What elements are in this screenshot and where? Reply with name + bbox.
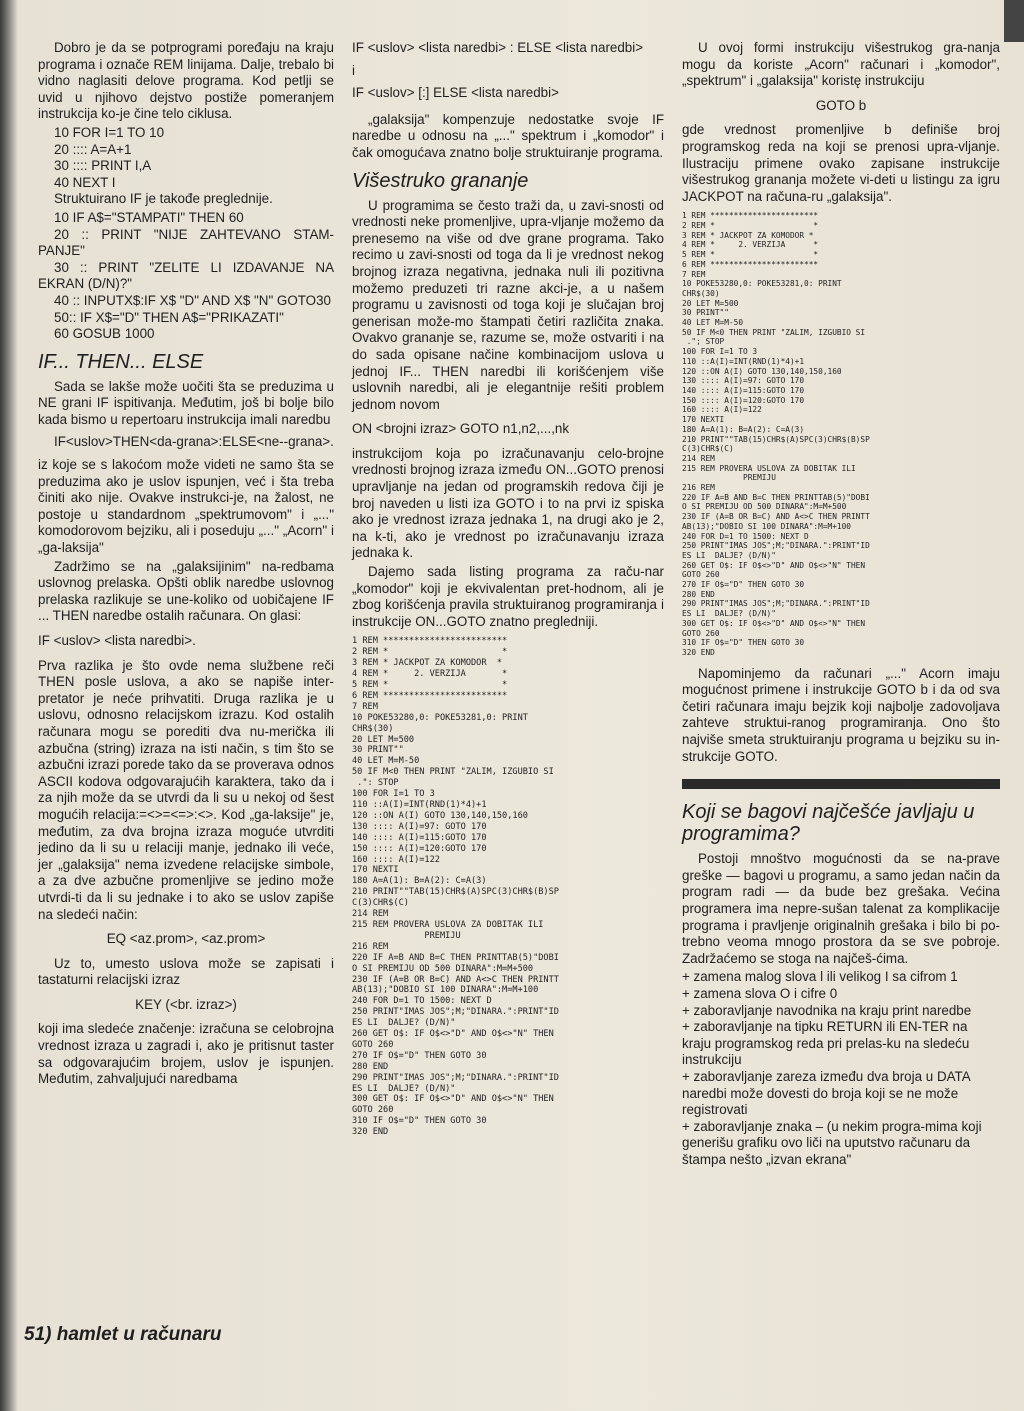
- column-2: [352, 40, 664, 1146]
- section-heading: Koji se bagovi najčešće javljaju u programima?: [682, 801, 975, 846]
- code-line: 10 IF A$="STAMPATI" THEN 60: [54, 209, 244, 225]
- syntax-line: KEY (<br. izraz>): [135, 996, 237, 1012]
- listing-line: 100 FOR I=1 TO 3: [682, 347, 758, 357]
- listing-line: 250 PRINT"IMAS JOS";M;"DINARA.":PRINT"ID: [352, 1007, 559, 1018]
- listing-line: 130 :::: A(I)=97: GOTO 170: [682, 376, 805, 386]
- syntax-line: EQ <az.prom>, <az.prom>: [106, 931, 266, 947]
- listing-line: 40 LET M=M-50: [352, 756, 420, 767]
- listing-line: 150 :::: A(I)=120:GOTO 170: [682, 395, 805, 405]
- listing-line: 140 :::: A(I)=115:GOTO 170: [352, 832, 487, 843]
- listing-line: 5 REM * *: [352, 680, 508, 691]
- section-heading: Višestruko grananje: [352, 169, 529, 192]
- listing-line: 260 GET O$: IF O$<>"D" AND O$<>"N" THEN: [352, 1029, 554, 1040]
- listing-line: 215 REM PROVERA USLOVA ZA DOBITAK ILI: [682, 463, 856, 473]
- listing-line: 10 POKE53280,0: POKE53281,0: PRINT: [682, 279, 842, 289]
- listing-line: 140 :::: A(I)=115:GOTO 170: [682, 386, 805, 395]
- listing-line: 310 IF O$="D" THEN GOTO 30: [682, 638, 805, 648]
- listing-line: 6 REM ***********************: [682, 259, 819, 269]
- listing-line: 20 LET M=500: [682, 298, 739, 308]
- paragraph: U ovoj formi instrukciju višestrukog gra-nanja mogu da koriste „Acorn" računari i „komodor", „spektrum" i „galaksija" koristę instrukciju: [682, 40, 1000, 89]
- listing-line: 40 LET M=M-50: [682, 318, 744, 328]
- listing-line: C(3)CHR$(C): [682, 444, 734, 454]
- listing-line: 2 REM * *: [682, 221, 819, 231]
- bullet-list: [682, 969, 1000, 1168]
- listing-line: O SI PREMIJU OD 500 DINARA":M=M+500: [352, 963, 534, 974]
- listing-line: O SI PREMIJU OD 500 DINARA":M=M+500: [682, 502, 847, 512]
- listing-line: 280 END: [682, 589, 715, 599]
- listing-line: 170 NEXTI: [352, 865, 399, 876]
- listing-line: 270 IF O$="D" THEN GOTO 30: [352, 1050, 487, 1061]
- paragraph: „galaksija" kompenzuje nedostatke svoje IF naredbe u odnosu na „..." spektrum i „komodor" i čak omogućava znatno bolje struktuiranje programa.: [352, 111, 664, 160]
- listing-line: 290 PRINT"IMAS JOS";M;"DINARA.":PRINT"ID: [352, 1072, 559, 1083]
- bullet-item: + zaboravljanje znaka – (u nekim progra-mima koji generišu grafiku ovo liči na uputstvo računaru da štampa nešto „izvan ekrana": [682, 1118, 982, 1167]
- listing-line: 290 PRINT"IMAS JOS";M;"DINARA.":PRINT"ID: [682, 599, 870, 609]
- listing-line: 160 :::: A(I)=122: [682, 405, 762, 415]
- listing-line: 3 REM * JACKPOT ZA KOMODOR *: [682, 230, 814, 240]
- paragraph: Struktuirano IF je takođe preglednije.: [54, 191, 273, 207]
- listing-line: AB(13);"DOBIO SI 100 DINARA":M=M+100: [682, 521, 851, 531]
- listing-line: 170 NEXTI: [682, 415, 725, 425]
- listing-line: 30 PRINT"": [352, 745, 404, 756]
- code-line: 20 :::: A=A+1: [54, 141, 132, 157]
- listing-line: 3 REM * JACKPOT ZA KOMODOR *: [352, 658, 503, 669]
- listing-line: 7 REM: [352, 701, 378, 712]
- paragraph: Dajemo sada listing programa za raču-nar „komodor" koji je ekvivalentan pret-hodnom, ali je zbog korišćenja pravila struktuiranog programiranja i instrukcije ON...GOTO znatno pregledniji.: [352, 564, 664, 629]
- listing-line: GOTO 260: [682, 628, 720, 638]
- listing-line: 230 IF (A=B OR B=C) AND A<>C THEN PRINTT: [352, 974, 559, 985]
- listing-line: 220 IF A=B AND B=C THEN PRINTTAB(5)"DOBI: [682, 492, 870, 502]
- listing-line: 230 IF (A=B OR B=C) AND A<>C THEN PRINTT: [682, 512, 870, 522]
- paragraph: Zadržimo se na „galaksijinim" na-redbama uslovnog prelaska. Opšti oblik naredbe uslovnog prelaska razlikuje se une-koliko od uobičajene IF ... THEN naredbe ostalih računara. On glasi:: [38, 558, 334, 624]
- code-line: 50:: IF X$="D" THEN A$="PRIKAZATI": [54, 309, 284, 325]
- code-line: 60 GOSUB 1000: [54, 326, 155, 342]
- program-listing: [682, 211, 1000, 657]
- syntax-line: IF<uslov>THEN<da-grana>:ELSE<ne--grana>.: [54, 434, 334, 450]
- paragraph: Postoji mnoštvo mogućnosti da se na-prave greške — bagovi u programu, a samo jedan način da program radi — da bude bez grešaka. Većina programera ima nepre-sušan talenat za komplikacije programa i pravljenje originalnih grešaka i bilo bi po-trebno veoma mnogo prostora da se sve pobroje. Zadržaćemo se stoga na najčeš-ćima.: [682, 851, 1000, 966]
- paragraph: gde vrednost promenljive b definiše broj programskog reda na koji se prenosi upra-vljanje. Ilustraciju primene ovako zapisane instrukcije višestrukog grananja možete vi-deti u listingu za igru JACKPOT na računa-ru „galaksija".: [682, 122, 1000, 204]
- divider-bar: [682, 779, 1000, 789]
- listing-line: GOTO 260: [352, 1039, 394, 1050]
- listing-line: GOTO 260: [352, 1105, 394, 1116]
- paragraph: Sada se lakše može uočiti šta se preduzima u NE grani IF ispitivanja. Međutim, još bi bolje bilo kada bismo u repertoaru instrukcija imali naredbu: [38, 378, 334, 427]
- code-line: 40 :: INPUTX$:IF X$ "D" AND X$ "N" GOTO30: [54, 292, 331, 308]
- listing-line: ES LI DALJE? (D/N)": [352, 1018, 456, 1029]
- listing-line: 240 FOR D=1 TO 1500: NEXT D: [682, 531, 809, 541]
- syntax-line: ON <brojni izraz> GOTO n1,n2,...,nk: [352, 421, 570, 437]
- bullet-item: + zaboravljanje zareza između dva broja u DATA naredbi može dovesti do broja koji se ne može registrovati: [682, 1068, 970, 1118]
- listing-line: 270 IF O$="D" THEN GOTO 30: [682, 580, 805, 590]
- page-edge-shadow: [1004, 0, 1024, 42]
- bullet-item: + zamena slova O i cifre 0: [682, 986, 838, 1001]
- listing-line: AB(13);"DOBIO SI 100 DINARA":M=M+100: [352, 985, 539, 996]
- listing-line: 1 REM ***********************: [682, 211, 819, 221]
- listing-line: 6 REM ************************: [352, 690, 508, 701]
- code-line: 40 NEXT I: [54, 174, 116, 190]
- listing-line: 120 ::ON A(I) GOTO 130,140,150,160: [352, 810, 528, 821]
- listing-line: 100 FOR I=1 TO 3: [352, 789, 435, 800]
- paragraph: iz koje se s lakoćom može videti ne samo šta se preduzima ako je uslov ispunjen, već i šta treba činiti ako nije. Ovakve instrukci-je, na žalost, ne postoje u standardnom „spektrumovom" i „..." komodorovom bejziku, ali i poseduju „..." „Acorn" i „ga-laksija": [38, 457, 334, 556]
- listing-line: CHR$(30): [352, 723, 394, 734]
- listing-line: 110 ::A(I)=INT(RND(1)*4)+1: [352, 800, 487, 810]
- listing-line: 30 PRINT"": [682, 308, 729, 318]
- code-line: 20 :: PRINT "NIJE ZAHTEVANO STAM-PANJE": [38, 226, 334, 259]
- listing-line: 180 A=A(1): B=A(2): C=A(3): [352, 876, 487, 887]
- listing-line: ."; STOP: [682, 337, 725, 347]
- listing-line: 7 REM: [682, 269, 706, 279]
- listing-line: 50 IF M<0 THEN PRINT "ZALIM, IZGUBIO SI: [352, 767, 554, 778]
- listing-line: 216 REM: [682, 483, 715, 493]
- paragraph: Dobro je da se potprogrami poređaju na kraju programa i označe REM linijama. Dalje, trebalo bi vidno naglasiti delove programa. Kod petlji se uvid u njihovo dejstvo postiže pomeranjem instrukcija ko-je čine telo ciklusa.: [38, 40, 334, 122]
- listing-line: 250 PRINT"IMAS JOS";M;"DINARA.":PRINT"ID: [682, 541, 870, 551]
- syntax-line: IF <uslov> [:] ELSE <lista naredbi>: [352, 85, 559, 101]
- paragraph: instrukcijom koja po izračunavanju celo-brojne vrednosti brojnog izraza između ON...GOTO prenosi upravljanje na jedan od programskih redova čiji je broj naveden u listi iza GOTO i to na prvi iz spiska ako je vrednost izraza jednaka 1, na drugi ako je 2, na k-ti, ako je vrednost po izračunavanju izraza jednaka k.: [352, 445, 664, 561]
- listing-line: GOTO 260: [682, 570, 720, 580]
- bullet-item: + zaboravljanje na tipku RETURN ili EN-TER na kraju programskog reda pri prelas-ku na sledeću instrukciju: [682, 1019, 970, 1068]
- page-footer: 51) hamlet u računaru: [24, 1324, 222, 1345]
- listing-line: 210 PRINT""TAB(15)CHR$(A)SPC(3)CHR$(B)SP: [352, 887, 559, 898]
- listing-line: ES LI DALJE? (D/N)": [352, 1083, 456, 1094]
- listing-line: .": STOP: [352, 778, 399, 789]
- listing-line: 130 :::: A(I)=97: GOTO 170: [352, 821, 487, 832]
- listing-line: 320 END: [352, 1127, 389, 1138]
- program-listing: [352, 636, 664, 1138]
- code-line: 30 :::: PRINT I,A: [54, 158, 152, 174]
- listing-line: 1 REM ************************: [352, 636, 508, 647]
- listing-line: 10 POKE53280,0: POKE53281,0: PRINT: [352, 712, 528, 723]
- paragraph: U programima se često traži da, u zavi-snosti od vrednosti neke promenljive, upra-vljanje možemo da prenesemo na više od dve grane programa. Tako recimo u zavi-snosti od toga da li je vrednost nekog brojnog izraza negativna, jednaka nuli ili pozitivna možemo preduzeti tri razne akci-je, a u našem programu u zavisnosti od toga koji je slučajan broj generisan može-mo štampati četiri različita znaka. Ovakvo grananje se, razume se, može ostvariti i na do sada opisane načine kombinacijom uslova u jednoj IF... THEN naredbi ili korišćenjem više uslovnih naredbi, ali je elegantnije rešiti problem jednom novom: [352, 197, 664, 412]
- listing-line: ES LI DALJE? (D/N)": [682, 550, 776, 560]
- listing-line: 220 IF A=B AND B=C THEN PRINTTAB(5)"DOBI: [352, 952, 559, 963]
- listing-line: 4 REM * 2. VERZIJA *: [682, 240, 819, 250]
- listing-line: 20 LET M=500: [352, 734, 415, 745]
- listing-line: 216 REM: [352, 941, 389, 952]
- listing-line: PREMIJU: [352, 930, 461, 941]
- bullet-item: + zaboravljanje navodnika na kraju print naredbe: [682, 1002, 972, 1018]
- listing-line: 2 REM * *: [352, 647, 508, 658]
- listing-line: 214 REM: [352, 909, 389, 920]
- code-line: 30 :: PRINT "ZELITE LI IZDAVANJE NA EKRAN (D/N)?": [38, 259, 334, 292]
- code-line: 10 FOR I=1 TO 10: [54, 124, 165, 140]
- listing-line: 300 GET O$: IF O$<>"D" AND O$<>"N" THEN: [682, 618, 866, 628]
- code-block: [38, 210, 334, 343]
- listing-line: 4 REM * 2. VERZIJA *: [352, 669, 508, 680]
- conjunction: i: [352, 62, 355, 78]
- listing-line: CHR$(30): [682, 288, 720, 298]
- listing-line: 214 REM: [682, 453, 715, 463]
- listing-line: 110 ::A(I)=INT(RND(1)*4)+1: [682, 356, 805, 366]
- listing-line: 50 IF M<0 THEN PRINT "ZALIM, IZGUBIO SI: [682, 327, 866, 337]
- syntax-line: IF <uslov> <lista naredbi> : ELSE <lista naredbi>: [352, 40, 644, 55]
- listing-line: 150 :::: A(I)=120:GOTO 170: [352, 843, 487, 854]
- listing-line: 260 GET O$: IF O$<>"D" AND O$<>"N" THEN: [682, 560, 866, 570]
- listing-line: 280 END: [352, 1061, 389, 1072]
- listing-line: 240 FOR D=1 TO 1500: NEXT D: [352, 996, 492, 1007]
- listing-line: 215 REM PROVERA USLOVA ZA DOBITAK ILI: [352, 919, 544, 930]
- listing-line: 5 REM * *: [682, 250, 819, 260]
- listing-line: 180 A=A(1): B=A(2): C=A(3): [682, 424, 805, 434]
- column-3: [682, 40, 1000, 1169]
- syntax-line: IF <uslov> <lista naredbi>.: [38, 633, 196, 648]
- listing-line: 310 IF O$="D" THEN GOTO 30: [352, 1116, 487, 1127]
- column-1: [38, 40, 334, 1090]
- listing-line: 300 GET O$: IF O$<>"D" AND O$<>"N" THEN: [352, 1094, 554, 1105]
- listing-line: C(3)CHR$(C): [352, 898, 409, 909]
- listing-line: 320 END: [682, 647, 715, 657]
- paragraph: Napominjemo da računari „..." Acorn imaju mogućnost primene i instrukcije GOTO b i da od sva četiri računara imaju bejzik koji najbolje zadovoljava zahteve struktui-ranog programiranja. Ono što najviše smeta struktuiranju programa u bejziku su in-strukcije GOTO.: [682, 665, 1000, 764]
- listing-line: 160 :::: A(I)=122: [352, 854, 440, 865]
- code-block: [38, 125, 334, 191]
- section-heading: IF... THEN... ELSE: [38, 350, 204, 373]
- paragraph: koji ima sledeće značenje: izračuna se celobrojna vrednost izraza u zagradi i, ako je pritisnut taster sa odgovarajućim brojem, uslov je ispunjen. Međutim, zahvaljujući naredbama: [38, 1021, 334, 1087]
- listing-line: 120 ::ON A(I) GOTO 130,140,150,160: [682, 366, 842, 376]
- paragraph: Uz to, umesto uslova može se zapisati i tastaturni relacijski izraz: [38, 955, 334, 988]
- listing-line: PREMIJU: [682, 473, 776, 483]
- syntax-line: GOTO b: [815, 97, 867, 113]
- listing-line: ES LI DALJE? (D/N)": [682, 609, 776, 619]
- paragraph: Prva razlika je što ovde nema službene reči THEN posle uslova, a ako se napiše inter-pretator je neće prihvatiti. Druga razlika je u uslovu, odnosno relacijskom izrazu. Kod ostalih računara mogu se porediti dva nu-merička ili azbučna (string) izraza na isti način, s tim što se azbučni izrazi porede tako da se proverava odnos ASCII kodova odgovarajućih karaktera, tako da i za njih može da se utvrdi da li su u nekoj od šest mogućih relacija:=<>=<=>:<>. Kod „ga-laksije" je, međutim, za dva brojna izraza moguće utvrditi jedino da li su u relaciji manje, jednako ili veće, jer „galaksija" nema izvedene relacijske simbole, a za dve azbučne promenljive se jedino može utvrdi-ti da li su jednake i to ako se uslov zapiše na sledeći način:: [38, 657, 334, 922]
- bullet-item: + zamena malog slova l ili velikog I sa cifrom 1: [682, 969, 958, 985]
- listing-line: 210 PRINT""TAB(15)CHR$(A)SPC(3)CHR$(B)SP: [682, 434, 870, 444]
